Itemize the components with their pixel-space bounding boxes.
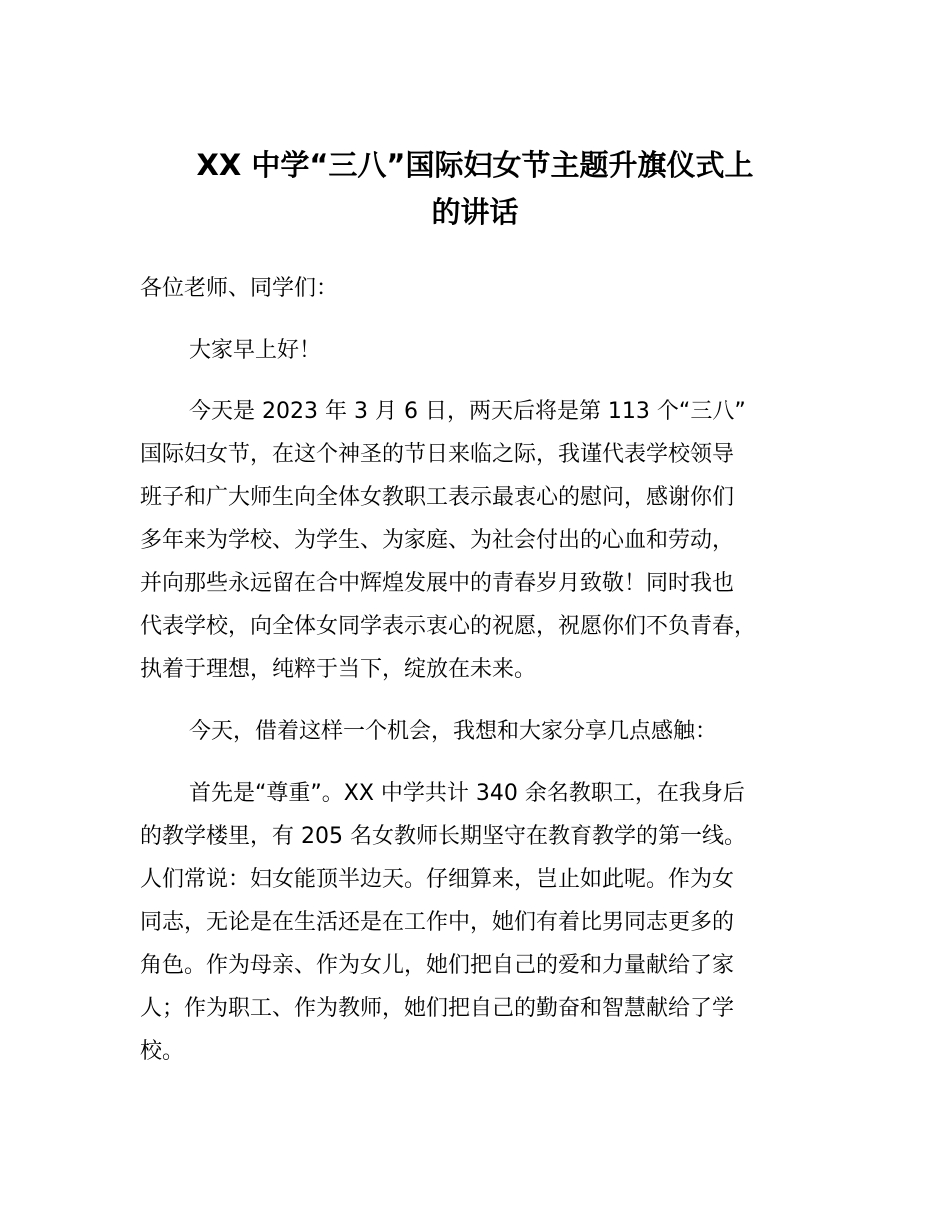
paragraph-line: 今天，借着这样一个机会，我想和大家分享几点感触： [189, 719, 718, 744]
paragraph-line: 执着于理想，纯粹于当下，绽放在未来。 [140, 657, 537, 682]
paragraph-line: 人；作为职工、作为教师，她们把自己的勤奋和智慧献给了学 [140, 996, 735, 1021]
title-line: 的讲话 [431, 195, 519, 229]
document-title [140, 142, 810, 236]
title-line: XX 中学“三八”国际妇女节主题升旗仪式上 [196, 148, 754, 182]
greeting: 大家早上好！ [189, 338, 322, 363]
paragraph-line: 多年来为学校、为学生、为家庭、为社会付出的心血和劳动， [140, 528, 735, 553]
salutation: 各位老师、同学们： [140, 276, 339, 301]
paragraph-line: 代表学校，向全体女同学表示衷心的祝愿，祝愿你们不负青春， [140, 614, 757, 639]
paragraph-line: 角色。作为母亲、作为女儿，她们把自己的爱和力量献给了家 [140, 953, 735, 978]
paragraph-line: 同志，无论是在生活还是在工作中，她们有着比男同志更多的 [140, 910, 735, 935]
paragraph-line: 班子和广大师生向全体女教职工表示最衷心的慰问，感谢你们 [140, 485, 735, 510]
paragraph-line: 并向那些永远留在合中辉煌发展中的青春岁月致敬！同时我也 [140, 571, 735, 596]
paragraph-line: 国际妇女节，在这个神圣的节日来临之际，我谨代表学校领导 [140, 442, 735, 467]
paragraph-line: 的教学楼里，有 205 名女教师长期坚守在教育教学的第一线。 [140, 824, 746, 849]
paragraph-line: 首先是“尊重”。XX 中学共计 340 余名教职工，在我身后 [189, 781, 745, 806]
paragraph-line: 今天是 2023 年 3 月 6 日，两天后将是第 113 个“三八” [189, 399, 746, 424]
paragraph-line: 人们常说：妇女能顶半边天。仔细算来，岂止如此呢。作为女 [140, 867, 735, 892]
paragraph-line: 校。 [140, 1039, 185, 1064]
